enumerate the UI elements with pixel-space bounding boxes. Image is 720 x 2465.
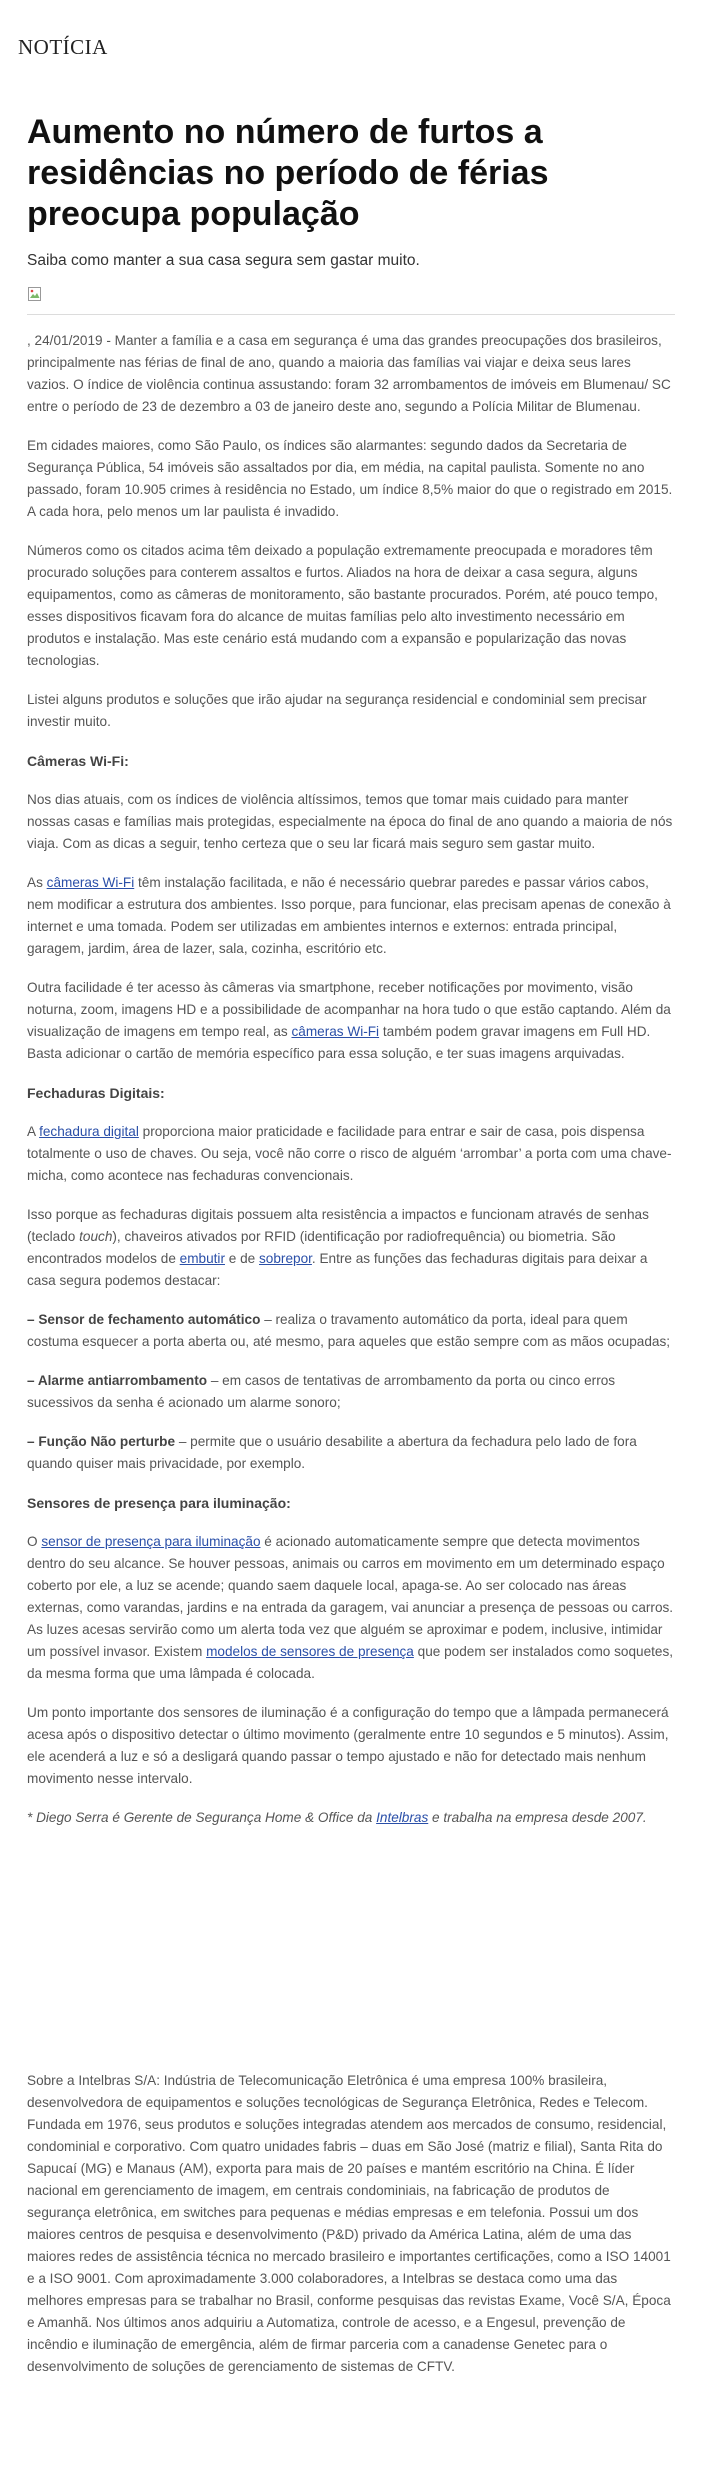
text: As (27, 875, 47, 890)
feature-text: – permite que o usuário desabilite a abertura da fechadura pelo lado de fora quando quiser mais privacidade, por exemplo. (27, 1434, 637, 1471)
feature-label: – Sensor de fechamento automático (27, 1312, 261, 1327)
text: Outra facilidade é ter acesso às câmeras via smartphone, receber notificações por movimento, visão noturna, zoom, imagens HD e a possibilidade de acompanhar na hora tudo o que estão captando. Além da visualização de imagens em tempo real, as (27, 980, 671, 1039)
paragraph-cameras-3 (27, 977, 675, 1065)
paragraph-sensors-1 (27, 1531, 675, 1685)
link-presence-sensor[interactable]: sensor de presença para iluminação (41, 1534, 261, 1549)
text: também podem gravar imagens em Full HD. Basta adicionar o cartão de memória específico para essa solução, e ter suas imagens arquivadas. (27, 1024, 651, 1061)
text: têm instalação facilitada, e não é necessário quebrar paredes e passar vários cabos, nem modificar a estrutura dos ambientes. Isso porque, para funcionar, elas precisam apenas de conexão à internet e uma tomada. Podem ser utilizadas em ambientes internos e externos: entrada principal, garagem, jardim, área de lazer, sala, cozinha, escritório etc. (27, 875, 671, 956)
article-subtitle: Saiba como manter a sua casa segura sem gastar muito. (27, 252, 420, 269)
paragraph-list: Listei alguns produtos e soluções que irão ajudar na segurança residencial e condominial sem precisar investir muito. (27, 692, 647, 729)
about-company: Sobre a Intelbras S/A: Indústria de Telecomunicação Eletrônica é uma empresa 100% brasileira, desenvolvedora de equipamentos e soluções tecnológicas de Segurança Eletrônica, Redes e Telecom. Fundada em 1976, seus produtos e soluções integradas atendem aos mercados de consumo, residencial, condominial e corporativo. Com quatro unidades fabris – duas em São José (matriz e filial), Santa Rita do Sapucaí (MG) e Manaus (AM), exporta para mais de 20 países e mantém escritório na China. É líder nacional em gerenciamento de imagem, em centrais condominiais, na fabricação de produtos de segurança eletrônica, em switches para pequenas e médias empresas e em telefonia. Possui um dos maiores centros de pesquisa e desenvolvimento (P&D) privado da América Latina, além de uma das maiores redes de assistência técnica no mercado brasileiro e importantes certificações, como a ISO 14001 e a ISO 9001. Com aproximadamente 3.000 colaboradores, a Intelbras se destaca como uma das melhores empresas para se trabalhar no Brasil, conforme pesquisas das revistas Exame, Você S/A, Época e Amanhã. Nos últimos anos adquiriu a Automatiza, controle de acesso, e a Engesul, prevenção de incêndio e iluminação de emergência, além de firmar parceria com a canadense Genetec para o desenvolvimento de soluções de gerenciamento de sistemas de CFTV. (27, 2073, 671, 2374)
link-sensor-models[interactable]: modelos de sensores de presença (206, 1644, 414, 1659)
broken-image-icon (27, 286, 43, 302)
article-title: Aumento no número de furtos a residências no período de férias preocupa população (27, 113, 549, 233)
heading-locks: Fechaduras Digitais: (27, 1085, 165, 1101)
text: Isso porque as fechaduras digitais possuem alta resistência a impactos e funcionam através de senhas (teclado (27, 1207, 649, 1244)
feature-label: – Alarme antiarrombamento (27, 1373, 208, 1388)
feature-do-not-disturb (27, 1431, 675, 1475)
heading-sensors: Sensores de presença para iluminação: (27, 1495, 291, 1511)
paragraph-intro: , 24/01/2019 - Manter a família e a casa em segurança é uma das grandes preocupações dos brasileiros, principalmente nas férias de final de ano, quando a maioria das famílias vai viajar e deixa seus lares vazios. O índice de violência continua assustando: foram 32 arrombamentos de imóveis em Blumenau/ SC entre o período de 23 de dezembro a 03 de janeiro deste ano, segundo a Polícia Militar de Blumenau. (27, 333, 671, 414)
paragraph-cameras-1: Nos dias atuais, com os índices de violência altíssimos, temos que tomar mais cuidado para manter nossas casas e famílias mais protegidas, especialmente na época do final de ano quando a maioria de nós viaja. Com as dicas a seguir, tenho certeza que o seu lar ficará mais seguro sem gastar muito. (27, 792, 673, 851)
feature-text: – em casos de tentativas de arrombamento da porta ou cinco erros sucessivos da senha é acionado um alarme sonoro; (27, 1373, 616, 1410)
link-intelbras[interactable]: Intelbras (376, 1810, 429, 1825)
link-cameras-wifi[interactable]: câmeras Wi-Fi (46, 875, 135, 890)
link-sobrepor[interactable]: sobrepor (259, 1251, 312, 1266)
feature-auto-lock (27, 1309, 675, 1353)
text: O (27, 1534, 42, 1549)
text: ), chaveiros ativados por RFID (identificação por radiofrequência) ou biometria. São encontrados modelos de (27, 1229, 616, 1266)
text: A (27, 1124, 40, 1139)
heading-cameras: Câmeras Wi-Fi: (27, 753, 129, 769)
paragraph-cities: Em cidades maiores, como São Paulo, os índices são alarmantes: segundo dados da Secretaria de Segurança Pública, 54 imóveis são assaltados por dia, em média, na capital paulista. Somente no ano passado, foram 10.905 crimes à residência no Estado, um índice 8,5% maior do que o registrado em 2015. A cada hora, pelo menos um lar paulista é invadido. (27, 438, 673, 519)
link-embutir[interactable]: embutir (179, 1251, 225, 1266)
section-label: NOTÍCIA (18, 35, 108, 59)
feature-text: – realiza o travamento automático da porta, ideal para quem costuma esquecer a porta aberta ou, até mesmo, para aqueles que estão sempre com as mãos ocupadas; (27, 1312, 671, 1349)
text: proporciona maior praticidade e facilidade para entrar e sair de casa, pois dispensa totalmente o uso de chaves. Ou seja, você não corre o risco de alguém ‘arrombar’ a porta com uma chave-micha, como acontece nas fechaduras convencionais. (27, 1124, 672, 1183)
paragraph-numbers: Números como os citados acima têm deixado a população extremamente preocupada e moradores têm procurado soluções para conterem assaltos e furtos. Aliados na hora de deixar a casa segura, alguns equipamentos, como as câmeras de monitoramento, são bastante procurados. Porém, até pouco tempo, esses dispositivos ficavam fora do alcance de muitas famílias pelo alto investimento necessário em produtos e instalação. Mas este cenário está mudando com a expansão e popularização das novas tecnologias. (27, 543, 658, 668)
paragraph-locks-2 (27, 1204, 675, 1292)
article-body (27, 330, 675, 1846)
paragraph-cameras-2 (27, 872, 675, 960)
feature-alarm (27, 1370, 675, 1414)
text: que podem ser instalados como soquetes, da mesma forma que uma lâmpada é colocada. (27, 1644, 674, 1681)
text: é acionado automaticamente sempre que detecta movimentos dentro do seu alcance. Se houver pessoas, animais ou carros em movimento em um determinado espaço coberto por ele, a luz se acende; quando saem daquele local, apaga-se. Ao ser colocado nas áreas externas, como varandas, jardins e na entrada da garagem, vai anunciar a presença de pessoas ou carros. As luzes acesas servirão como um alerta toda vez que alguém se aproximar e podem, inclusive, intimidar um possível invasor. Existem (27, 1534, 674, 1659)
text: * Diego Serra é Gerente de Segurança Home & Office da (27, 1810, 377, 1825)
link-cameras-wifi[interactable]: câmeras Wi-Fi (291, 1024, 380, 1039)
text: e de (224, 1251, 259, 1266)
paragraph-locks-1 (27, 1121, 675, 1187)
link-digital-lock[interactable]: fechadura digital (39, 1124, 139, 1139)
author-note (27, 1807, 675, 1829)
text: . Entre as funções das fechaduras digitais para deixar a casa segura podemos destacar: (27, 1251, 648, 1288)
text: e trabalha na empresa desde 2007. (428, 1810, 647, 1825)
paragraph-sensors-2: Um ponto importante dos sensores de iluminação é a configuração do tempo que a lâmpada permanecerá acesa após o dispositivo detectar o último movimento (geralmente entre 10 segundos e 5 minutos). Assim, ele acenderá a luz e só a desligará quando passar o tempo ajustado e não for detectado mais nenhum movimento nesse intervalo. (27, 1705, 669, 1786)
divider (27, 314, 675, 315)
text-touch: touch (79, 1229, 113, 1244)
feature-label: – Função Não perturbe (27, 1434, 176, 1449)
